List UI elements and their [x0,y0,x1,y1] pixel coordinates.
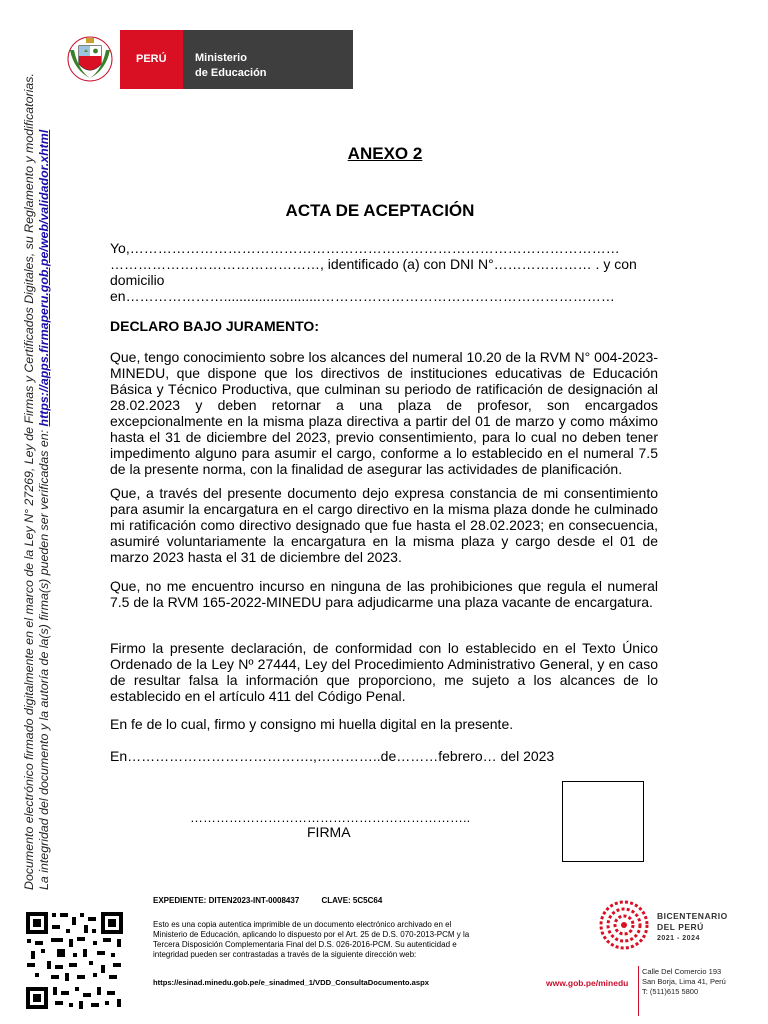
country-label: PERÚ [136,53,167,65]
ministry-line-2: de Educación [195,67,267,79]
yo-line-3: domicilio [110,272,165,288]
validator-link[interactable]: https://apps.firmaperu.gob.pe/web/validador.xhtml [37,129,51,427]
ministry-brand-block [183,30,353,89]
paragraph-3: Que, no me encuentro incurso en ninguna de las prohibiciones que regula el numeral 7.5 de la RVM 165-2022-MINEDU para adjudicarme una plaza vacante de encargatura. [110,578,658,610]
qr-code-icon [22,908,127,1013]
signature-line: ……………………………………………………….. [190,810,471,825]
paragraph-1: Que, tengo conocimiento sobre los alcances del numeral 10.20 de la RVM N° 004-2023-MINEDU, que dispone que los directivos de instituciones educativas de Educación Básica y Técnico Productiva, que culminan su periodo de ratificación de designación al 28.02.2023 y deben retornar a una plaza de profesor, son encargados excepcionalmente en la misma plaza directiva a partir del 01 de marzo y como máximo hasta el 31 de diciembre del 2023, previo consentimiento, para lo cual no deben tener impedimento alguno para asumir el cargo, conforme a lo establecido en el numeral 7.5 de la presente norma, con la finalidad de asegurar las actividades de planificación. [110,349,658,477]
expediente-line [153,896,382,905]
bicentenario-years: 2021 - 2024 [657,935,700,942]
paragraph-2: Que, a través del presente documento dejo expresa constancia de mi consentimiento para asumir la encargatura en el cargo directivo en la misma plaza donde he culminado mi ratificación como directivo designado que fue hasta el 28.02.2023; en consecuencia, asumiré voluntariamente la encargatura en la misma plaza y cargo desde el 01 de marzo 2023 hasta el 31 de diciembre del 2023. [110,485,658,565]
expediente-number: EXPEDIENTE: DITEN2023-INT-0008437 [153,896,300,905]
clave-code: CLAVE: 5C5C64 [321,896,383,905]
bicentenario-line-1: BICENTENARIO [657,911,728,921]
footer-divider [638,966,639,1016]
gob-pe-link[interactable]: www.gob.pe/minedu [546,978,629,988]
signature-note-prefix: La integridad del documento y la autoría de la(s) firma(s) pueden ser verificadas en: [37,429,51,890]
peru-brand-block [120,30,183,89]
peru-coat-of-arms-icon [60,30,120,89]
signature-label: FIRMA [307,824,351,840]
yo-line-2: ………………………………………, identificado (a) con DNI N°………………… . y con [110,256,637,272]
bicentenario-logo-icon [598,899,650,951]
bicentenario-line-2: DEL PERÚ [657,922,704,932]
fingerprint-box [562,781,644,862]
address-line-1: Calle Del Comercio 193 [642,967,722,976]
acta-title: ACTA DE ACEPTACIÓN [285,201,475,220]
verification-url[interactable]: https://esinad.minedu.gob.pe/e_sinadmed_1/VDD_ConsultaDocumento.aspx [153,978,429,987]
ministry-line-1: Ministerio [195,52,247,64]
declaro-heading: DECLARO BAJO JURAMENTO: [110,318,319,334]
date-line: En………………………………….,…………..de………febrero… del 2023 [110,748,555,764]
bicentenario-label [657,911,728,944]
anexo-title: ANEXO 2 [347,144,423,163]
address-line-2: San Borja, Lima 41, Perú [642,977,726,986]
authenticity-note: Esto es una copia autentica imprimible de un documento electrónico archivado en el Ministerio de Educación, aplicando lo dispuesto por el Art. 25 de D.S. 070-2013-PCM y la Tercera Disposición Complementaria Final del D.S. 026-2016-PCM. Su autenticidad e integridad pueden ser contrastadas a través de la siguiente dirección web: [153,920,470,959]
paragraph-4: Firmo la presente declaración, de conformidad con lo establecido en el Texto Único Ordenado de la Ley Nº 27444, Ley del Procedimiento Administrativo General, y en caso de resultar falsa la información que proporciono, me sujeto a los alcances de lo establecido en el artículo 411 del Código Penal. [110,640,658,704]
ministry-address [642,967,726,997]
signature-note-line-1: Documento electrónico firmado digitalmente en el marco de la Ley N° 27269, Ley de Firmas y Certificados Digitales, su Reglamento y modificatorias. [22,73,36,890]
address-phone: T: (511)615 5800 [642,987,699,996]
paragraph-5: En fe de lo cual, firmo y consigno mi huella digital en la presente. [110,716,514,732]
yo-line-4: en………………….........................……………………………………………………… [110,288,615,304]
yo-line-1: Yo,…………………………………………………………………………………………… [110,240,620,256]
